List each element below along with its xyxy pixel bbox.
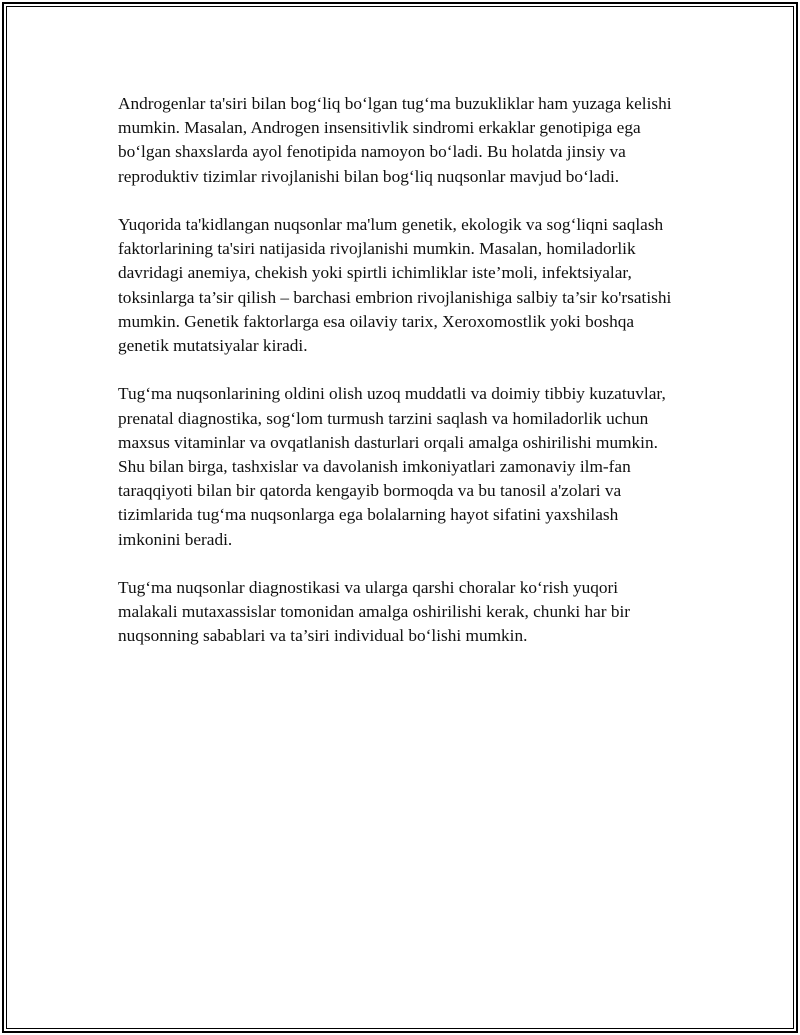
paragraph-4: Tug‘ma nuqsonlar diagnostikasi va ularga qarshi choralar ko‘rish yuqori malakali mutaxassislar tomonidan amalga oshirilishi kerak, chunki har bir nuqsonning sabablari va ta’siri individual bo‘lishi mumkin.	[118, 578, 631, 646]
paragraph-2: Yuqorida ta'kidlangan nuqsonlar ma'lum genetik, ekologik va sog‘liqni saqlash faktorlarining ta'siri natijasida rivojlanishi mumkin. Masalan, homiladorlik davridagi anemiya, chekish yoki spirtli ichimliklar iste’moli, infektsiyalar, toksinlarga ta’sir qilish – barchasi embrion rivojlanishiga salbiy ta’sir ko'rsatishi mumkin. Genetik faktorlarga esa oilaviy tarix, Xeroxomostlik yoki boshqa genetik mutatsiyalar kiradi.	[118, 215, 672, 356]
paragraph-1: Androgenlar ta'siri bilan bog‘liq bo‘lgan tug‘ma buzukliklar ham yuzaga kelishi mumkin. Masalan, Androgen insensitivlik sindromi erkaklar genotipiga ega bo‘lgan shaxslarda ayol fenotipida namoyon bo‘ladi. Bu holatda jinsiy va reproduktiv tizimlar rivojlanishi bilan bog‘liq nuqsonlar mavjud bo‘ladi.	[118, 94, 672, 186]
document-body	[118, 92, 678, 673]
paragraph-3: Tug‘ma nuqsonlarining oldini olish uzoq muddatli va doimiy tibbiy kuzatuvlar, prenatal diagnostika, sog‘lom turmush tarzini saqlash va homiladorlik uchun maxsus vitaminlar va ovqatlanish dasturlari orqali amalga oshirilishi mumkin. Shu bilan birga, tashxislar va davolanish imkoniyatlari zamonaviy ilm-fan taraqqiyoti bilan bir qatorda kengayib bormoqda va bu tanosil a'zolari va tizimlarida tug‘ma nuqsonlarga ega bolalarning hayot sifatini yaxshilash imkonini beradi.	[118, 384, 666, 549]
